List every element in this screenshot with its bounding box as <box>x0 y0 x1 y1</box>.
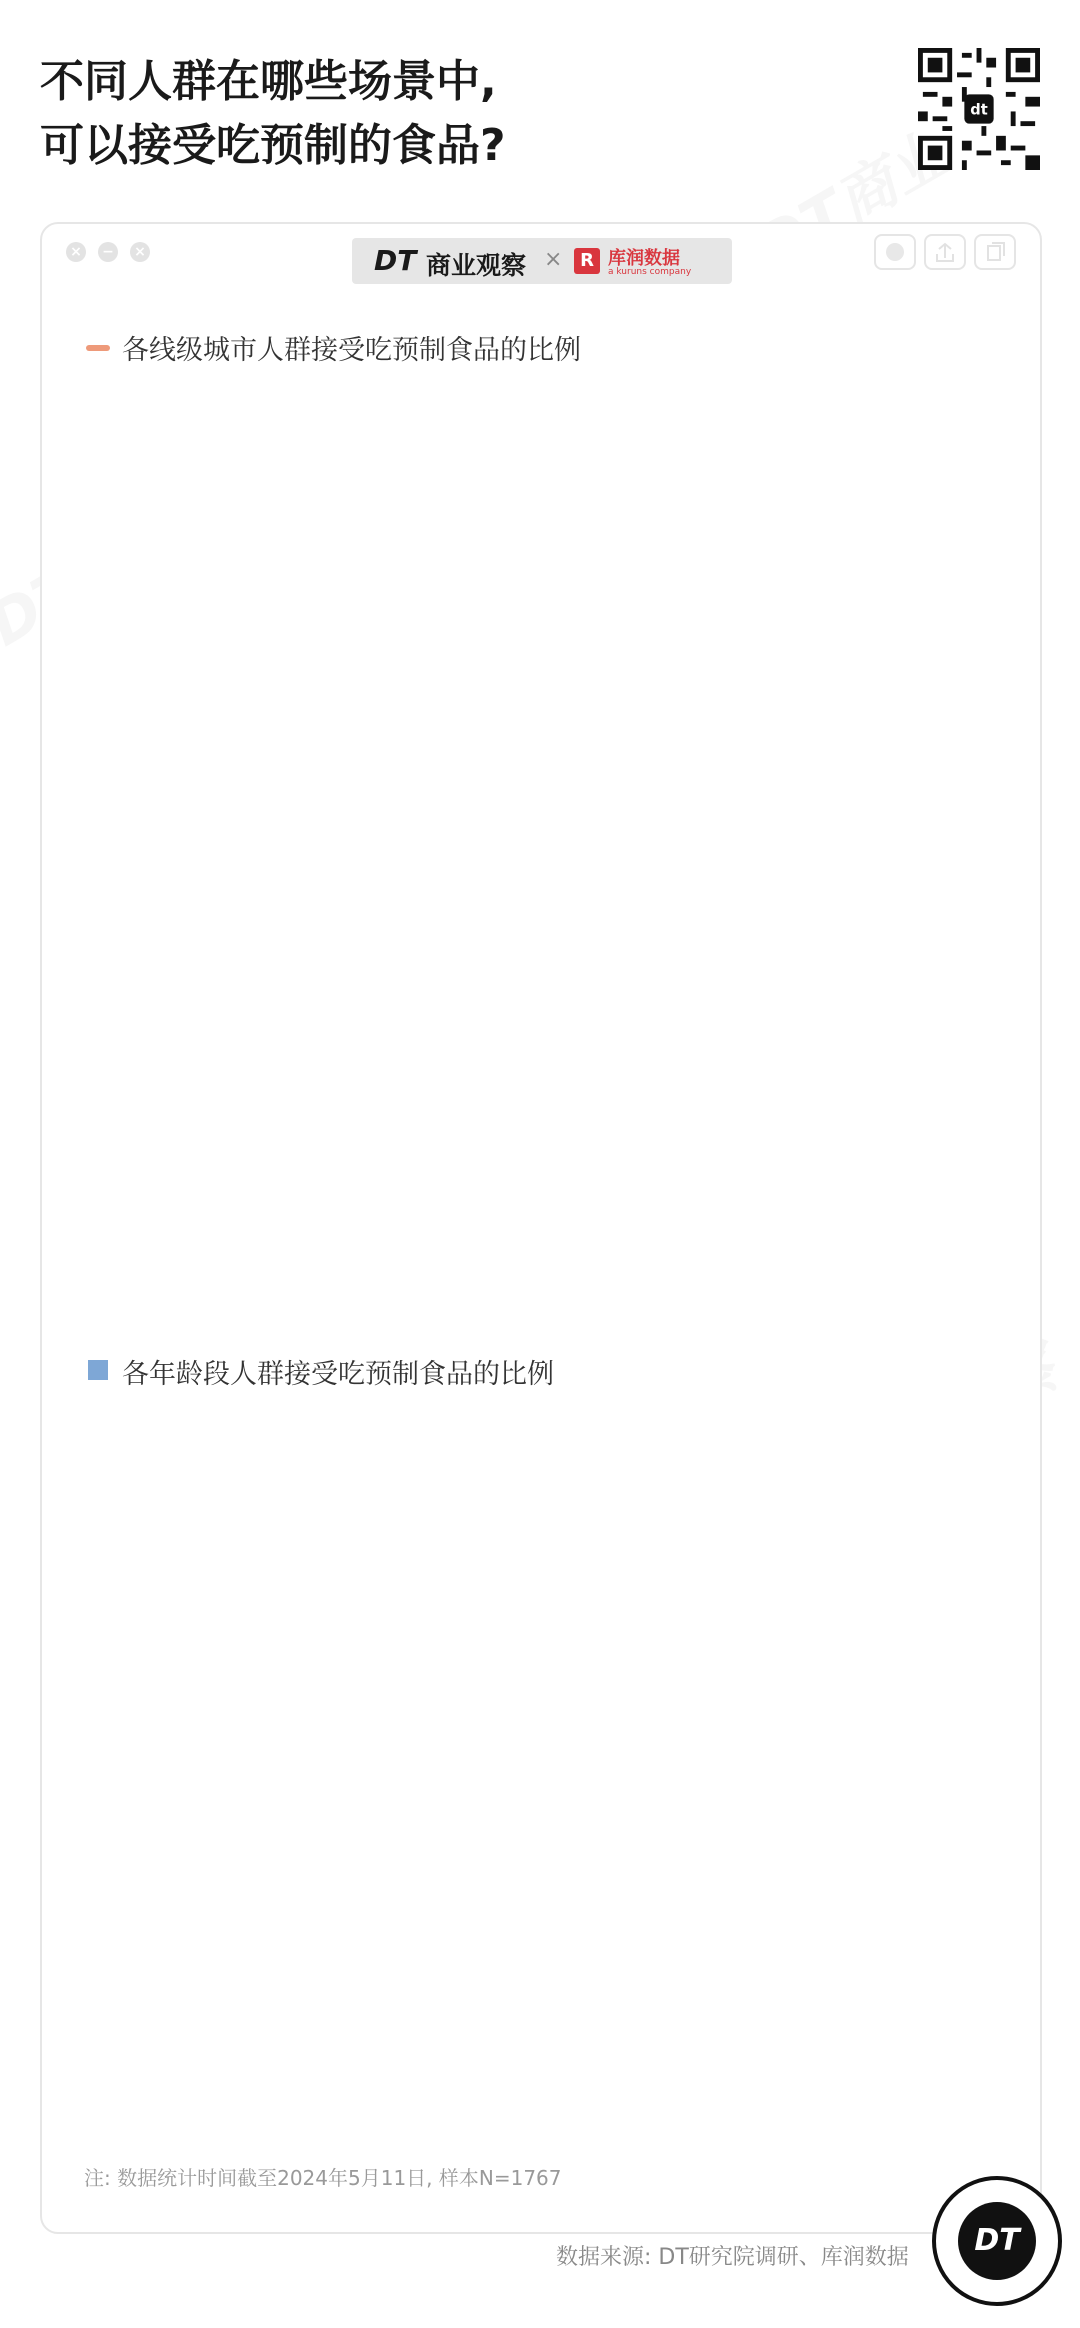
svg-text:dt: dt <box>970 101 988 119</box>
partner-name-en: a kuruns company <box>608 267 692 277</box>
dt-badge-logo: DT <box>958 2202 1036 2280</box>
brand-name: 商业观察 <box>426 251 527 280</box>
page-title-line1: 不同人群在哪些场景中, <box>40 56 497 107</box>
maximize-icon[interactable]: × <box>130 242 150 262</box>
brand-cross: × <box>544 247 563 272</box>
partner-logo-icon: R <box>574 248 600 274</box>
age-section-title: 各年龄段人群接受吃预制食品的比例 <box>122 1359 554 1390</box>
dt-badge <box>932 2176 1062 2306</box>
page-title-line2: 可以接受吃预制的食品? <box>40 120 506 171</box>
footnote: 注: 数据统计时间截至2024年5月11日, 样本N=1767 <box>84 2166 562 2190</box>
partner-name: 库润数据 <box>608 248 680 269</box>
brand-dt-logo: DT <box>374 244 417 277</box>
close-icon[interactable]: × <box>66 242 86 262</box>
city-section-title: 各线级城市人群接受吃预制食品的比例 <box>122 335 581 366</box>
minimize-icon[interactable]: − <box>98 242 118 262</box>
data-source: 数据来源: DT研究院调研、库润数据 <box>556 2245 909 2270</box>
